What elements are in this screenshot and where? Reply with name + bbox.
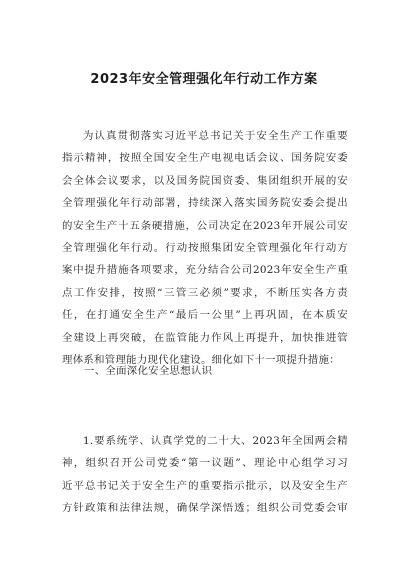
paragraph-line: 全建设上再突破，在监管能力作风上再提升，加快推进管	[62, 331, 348, 344]
paragraph-line: 为认真贯彻落实习近平总书记关于安全生产工作重要	[83, 130, 348, 142]
paragraph-line: 指示精神，按照全国安全生产电视电话会议、国务院安委	[62, 152, 348, 165]
paragraph-line: 理体系和管理能力现代化建设。细化如下十一项提升措施：	[62, 354, 340, 367]
paragraph-line: 案中提升措施各项要求，充分结合公司2023年安全生产重	[62, 264, 348, 277]
paragraph-line: 近平总书记关于安全生产的重要指示批示，以及安全生产	[62, 479, 348, 492]
paragraph-line: 1.要系统学、认真学党的二十大、2023年全国两会精	[83, 435, 348, 447]
document-title: 2023年安全管理强化年行动工作方案	[90, 72, 318, 87]
section-heading: 一、全面深化安全思想认识	[84, 365, 213, 377]
paragraph-line: 的安全生产十五条硬措施，公司决定在2023年开展公司安	[62, 219, 348, 232]
intro-paragraph	[62, 125, 348, 371]
paragraph-line: 神，组织召开公司党委“第一议题”、理论中心组学习习	[62, 457, 348, 470]
paragraph-line: 全管理强化年行动部署，持续深入落实国务院安委会提出	[62, 197, 348, 210]
paragraph-line: 方针政策和法律法规，确保学深悟透；组织公司党委会审	[62, 502, 348, 515]
paragraph-line: 全管理强化年行动。行动按照集团安全管理强化年行动方	[62, 242, 348, 255]
paragraph-line: 点工作安排，按照“三管三必须”要求，不断压实各方责	[62, 286, 348, 299]
paragraph-line: 任，在打通安全生产“最后一公里”上再巩固，在本质安	[62, 309, 348, 322]
section-paragraph	[62, 430, 348, 520]
paragraph-line: 会全体会议要求，以及国务院国资委、集团组织开展的安	[62, 174, 348, 187]
